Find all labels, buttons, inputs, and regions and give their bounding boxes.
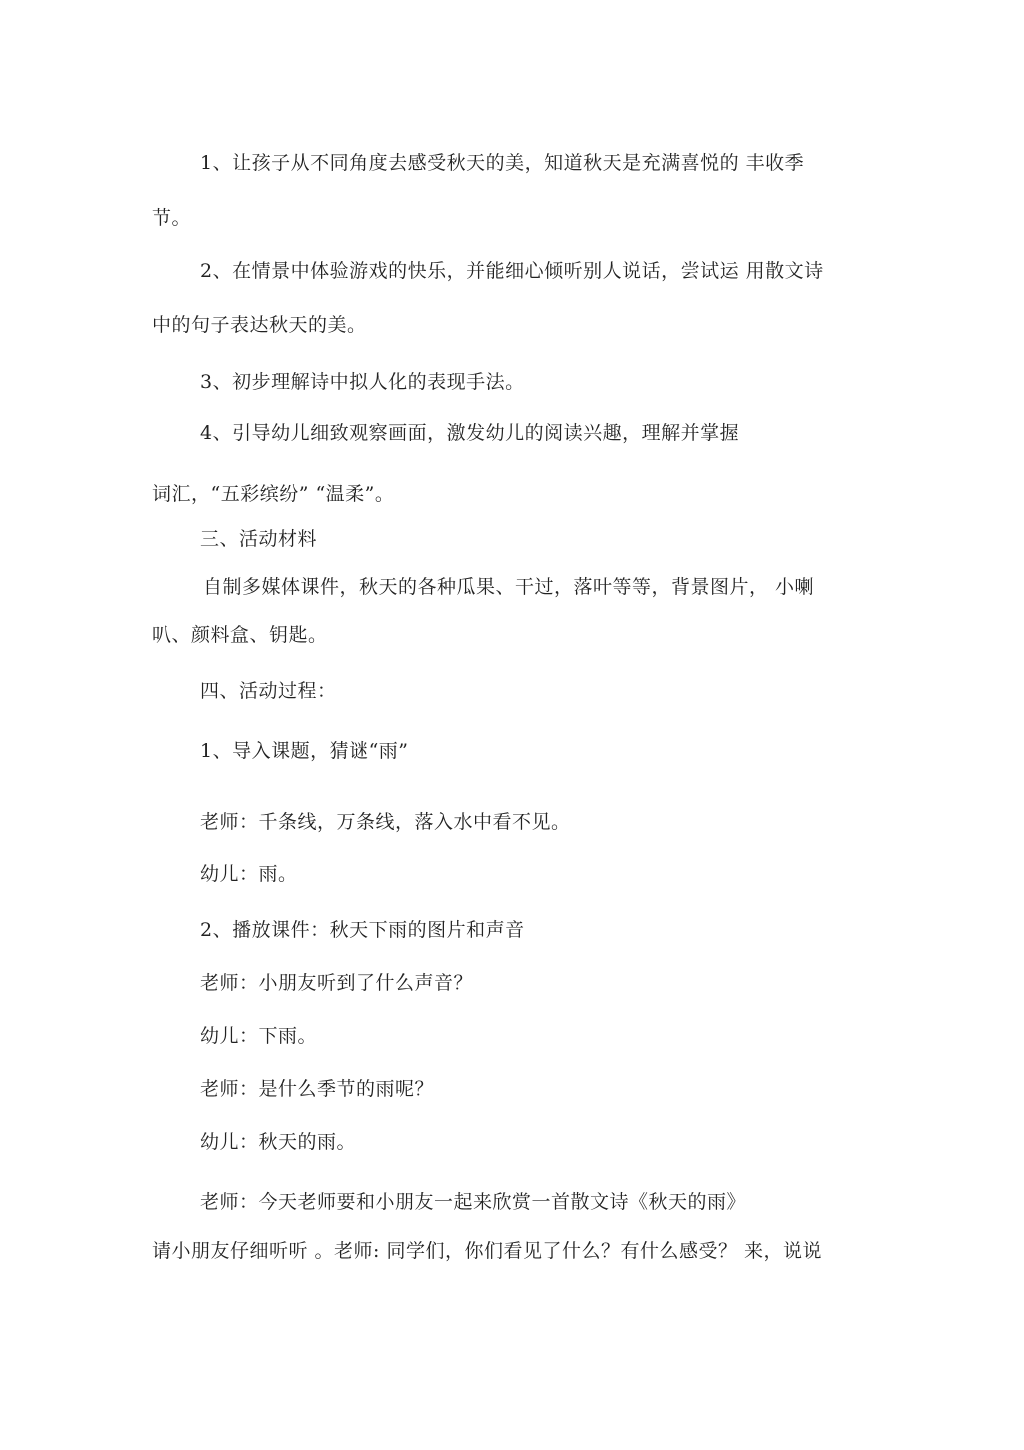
dialogue-teacher-sound: 老师：小朋友听到了什么声音？ [200, 972, 474, 994]
dialogue-child-rain: 幼儿：雨。 [200, 863, 298, 885]
dialogue-child-raining: 幼儿：下雨。 [200, 1025, 318, 1047]
section-heading-process: 四、活动过程： [200, 680, 337, 702]
goal-4-line-1: 4、引导幼儿细致观察画面，激发幼儿的阅读兴趣，理解并掌握 [200, 422, 740, 444]
goal-2-line-2: 中的句子表达秋天的美。 [152, 314, 367, 336]
materials-line-1: 自制多媒体课件，秋天的各种瓜果、干过，落叶等等，背景图片， 小喇 [203, 576, 815, 598]
step-2-heading: 2、播放课件：秋天下雨的图片和声音 [200, 919, 525, 941]
step-1-heading: 1、导入课题，猜谜“雨” [200, 740, 409, 762]
dialogue-teacher-season: 老师：是什么季节的雨呢？ [200, 1078, 435, 1100]
goal-3-line: 3、初步理解诗中拟人化的表现手法。 [200, 371, 525, 393]
goal-4-line-2: 词汇，“五彩缤纷” “温柔”。 [152, 483, 395, 505]
dialogue-child-autumn-rain: 幼儿：秋天的雨。 [200, 1131, 357, 1153]
section-heading-materials: 三、活动材料 [200, 528, 318, 550]
dialogue-teacher-listen: 请小朋友仔细听听 。老师: 同学们，你们看见了什么？有什么感受？ 来，说说 [152, 1240, 823, 1262]
dialogue-teacher-riddle: 老师：千条线，万条线，落入水中看不见。 [200, 811, 571, 833]
goal-1-line-1: 1、让孩子从不同角度去感受秋天的美，知道秋天是充满喜悦的 丰收季 [200, 152, 805, 174]
goal-1-line-2: 节。 [152, 207, 192, 229]
dialogue-teacher-poem: 老师：今天老师要和小朋友一起来欣赏一首散文诗《秋天的雨》 [200, 1191, 747, 1213]
goal-2-line-1: 2、在情景中体验游戏的快乐，并能细心倾听别人说话，尝试运 用散文诗 [200, 260, 824, 282]
materials-line-2: 叭、颜料盒、钥匙。 [152, 624, 328, 646]
